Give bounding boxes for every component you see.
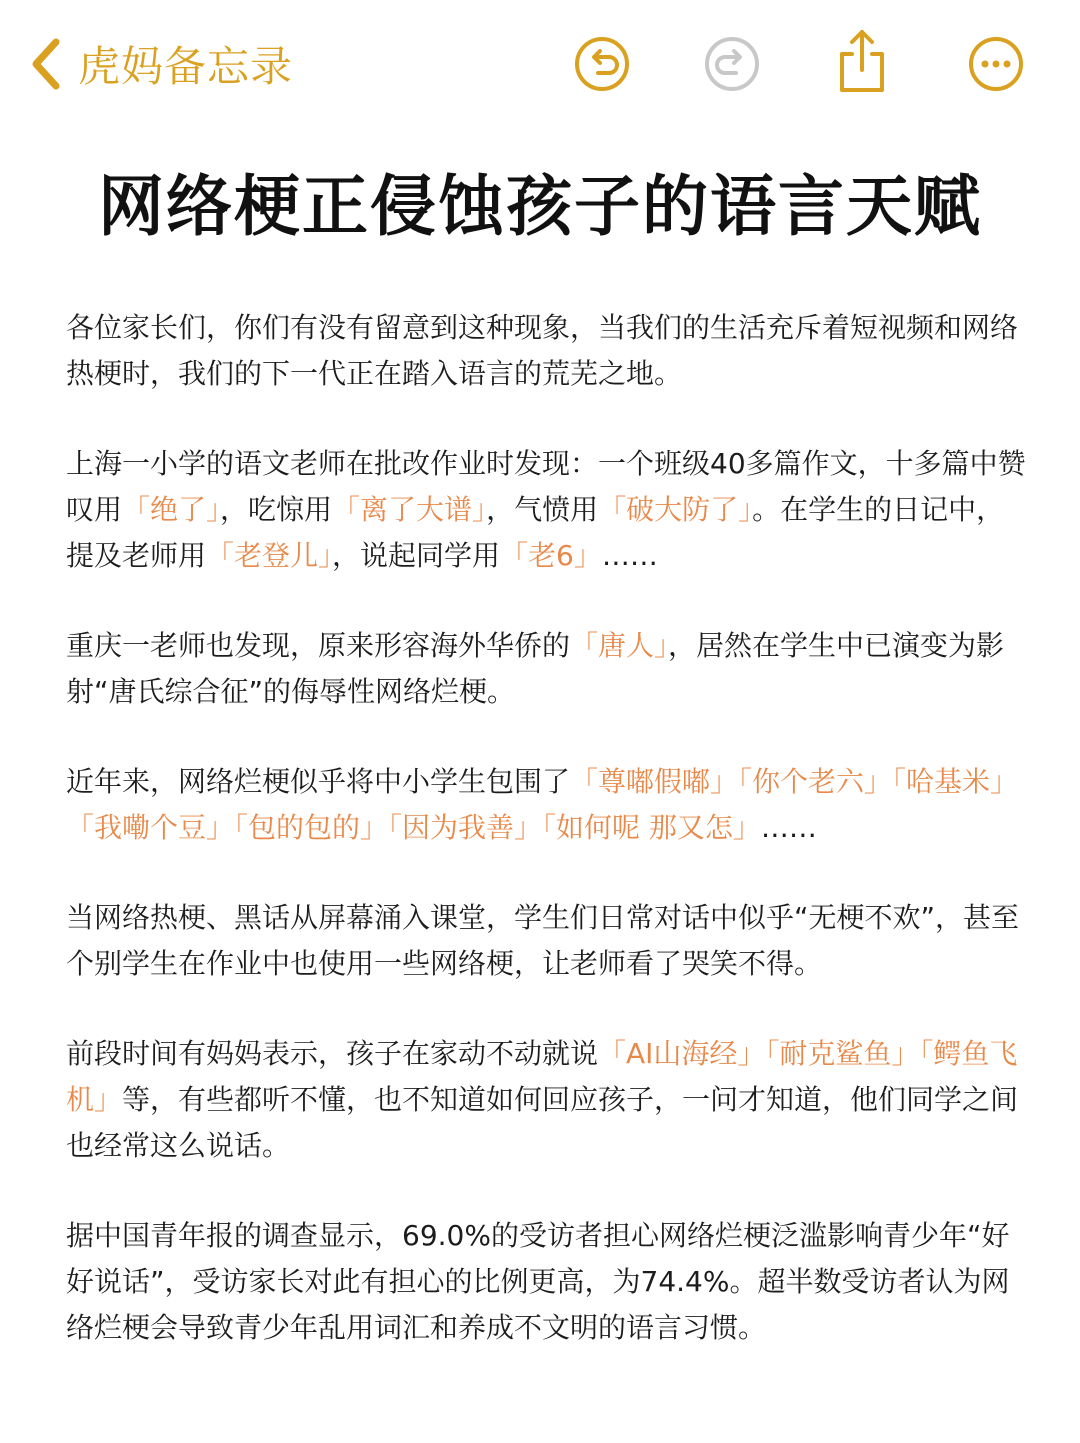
paragraph-text: 近年来，网络烂梗似乎将中小学生包围了 bbox=[66, 765, 571, 798]
paragraph-text: 前段时间有妈妈表示，孩子在家动不动就说 bbox=[66, 1037, 599, 1070]
paragraph-text: …… bbox=[601, 539, 658, 572]
paragraph-6 bbox=[66, 1031, 1032, 1169]
chevron-left-icon bbox=[28, 36, 64, 92]
paragraph-text: 上海一小学的语文老师在批改作业时发现：一个班级40多篇作文，十多篇中赞叹用 bbox=[66, 447, 1026, 526]
paragraph-5 bbox=[66, 895, 1032, 987]
undo-icon bbox=[572, 34, 632, 94]
back-label: 虎妈备忘录 bbox=[78, 42, 294, 91]
back-button[interactable] bbox=[28, 32, 293, 96]
paragraph-text: 等，有些都听不懂，也不知道如何回应孩子，一问才知道，他们同学之间也经常这么说话。 bbox=[66, 1083, 1019, 1162]
more-icon bbox=[966, 34, 1026, 94]
paragraph-4 bbox=[66, 759, 1032, 851]
highlighted-slang: 「AI山海经」「耐克鲨鱼」「鳄鱼飞机」 bbox=[66, 1037, 1018, 1116]
highlighted-slang: 「破大防了」 bbox=[598, 493, 753, 526]
undo-button[interactable] bbox=[572, 34, 632, 94]
paragraph-7 bbox=[66, 1213, 1032, 1351]
paragraph-text: ，吃惊用 bbox=[220, 493, 333, 526]
paragraph-text: ，气愤用 bbox=[486, 493, 599, 526]
paragraph-text: 。在学生的日记中，提及老师用 bbox=[66, 493, 1005, 572]
navigation-bar bbox=[0, 0, 1080, 130]
highlighted-slang: 「尊嘟假嘟」「你个老六」「哈基米」「我嘞个豆」「包的包的」「因为我善」「如何呢 那又怎」 bbox=[66, 765, 1019, 844]
paragraph-text: 当网络热梗、黑话从屏幕涌入课堂，学生们日常对话中似乎“无梗不欢”，甚至个别学生在作业中也使用一些网络梗，让老师看了哭笑不得。 bbox=[66, 901, 1020, 980]
paragraph-text: …… bbox=[760, 811, 817, 844]
paragraph-text: 据中国青年报的调查显示，69.0%的受访者担心网络烂梗泛滥影响青少年“好好说话”，受访家长对此有担心的比例更高，为74.4%。超半数受访者认为网络烂梗会导致青少年乱用词汇和养成不文明的语言习惯。 bbox=[66, 1219, 1010, 1344]
paragraph-text: ，居然在学生中已演变为影射“唐氏综合征”的侮辱性网络烂梗。 bbox=[66, 629, 1005, 708]
highlighted-slang: 「绝了」 bbox=[122, 493, 221, 526]
redo-icon bbox=[702, 34, 762, 94]
paragraph-3 bbox=[66, 623, 1032, 715]
paragraph-text: 各位家长们，你们有没有留意到这种现象，当我们的生活充斥着短视频和网络热梗时，我们的下一代正在踏入语言的荒芜之地。 bbox=[66, 311, 1019, 390]
highlighted-slang: 「离了大谱」 bbox=[332, 493, 487, 526]
redo-button[interactable] bbox=[702, 34, 762, 94]
highlighted-slang: 「老6」 bbox=[500, 539, 602, 572]
paragraph-text: 重庆一老师也发现，原来形容海外华侨的 bbox=[66, 629, 571, 662]
share-button[interactable] bbox=[832, 28, 892, 94]
paragraph-text: ，说起同学用 bbox=[332, 539, 501, 572]
more-button[interactable] bbox=[966, 34, 1026, 94]
paragraph-1 bbox=[66, 305, 1032, 397]
highlighted-slang: 「老登儿」 bbox=[206, 539, 333, 572]
highlighted-slang: 「唐人」 bbox=[570, 629, 669, 662]
paragraph-2 bbox=[66, 441, 1032, 579]
article-body bbox=[66, 305, 1032, 1395]
article-title: 网络梗正侵蚀孩子的语言天赋 bbox=[98, 168, 982, 245]
share-icon bbox=[832, 28, 892, 94]
